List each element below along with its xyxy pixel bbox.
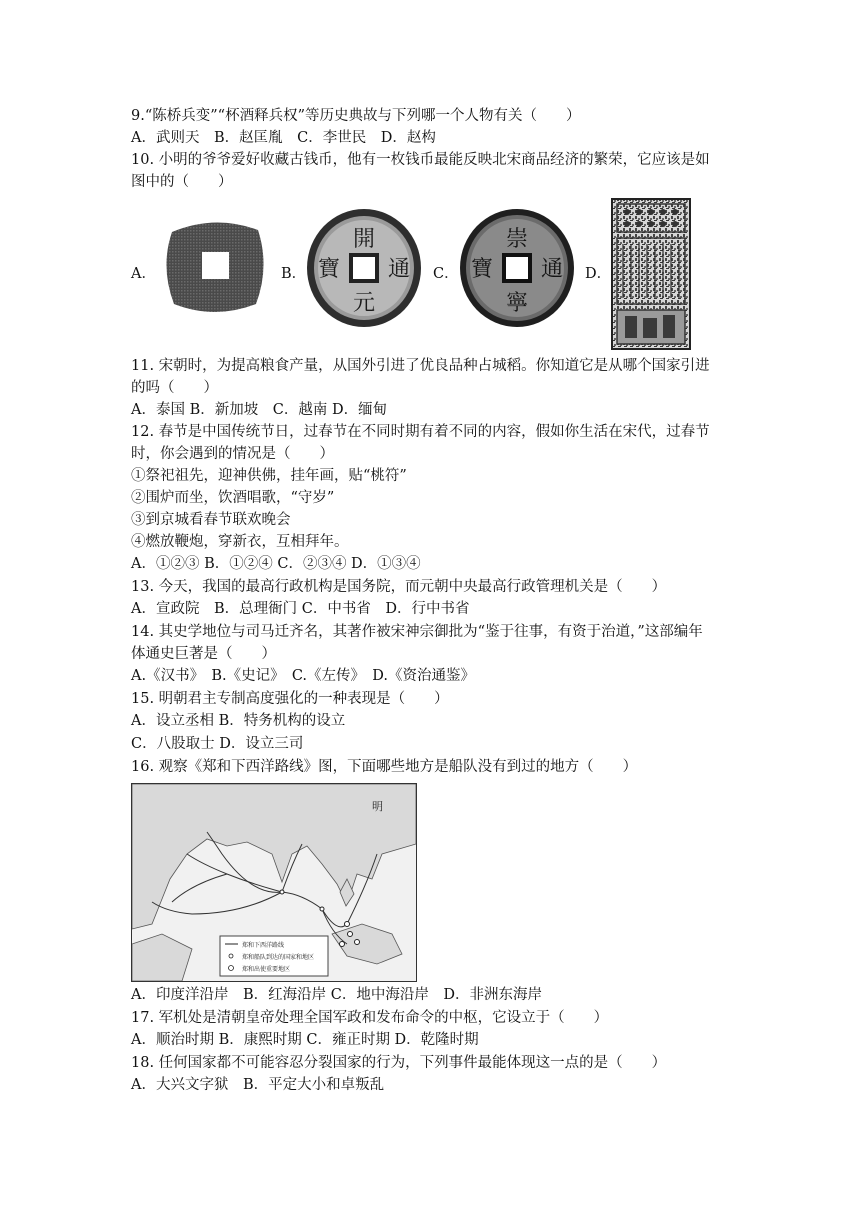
q12-item-1: ①祭祀祖先，迎神供佛，挂年画，贴“桃符” <box>131 468 407 484</box>
q10-option-d-label: D． <box>585 266 612 282</box>
q14-options: A.《汉书》 B.《史记》 C.《左传》 D.《资治通鉴》 <box>131 668 475 684</box>
coin-b-char-right: 通 <box>387 257 411 282</box>
coin-c-char-bottom: 寧 <box>505 291 529 316</box>
zhenghe-voyage-map <box>131 783 417 982</box>
q10-stem: 10. 小明的爷爷爱好收藏古钱币，他有一枚钱币最能反映北宋商品经济的繁荣，它应该是如 <box>131 152 710 168</box>
q10-option-b-label: B． <box>281 266 307 282</box>
q14-stem-cont: 体通史巨著是（ ） <box>131 646 276 662</box>
q12-item-2: ②围炉而坐，饮酒唱歌，“守岁” <box>131 490 335 506</box>
q12-item-4: ④燃放鞭炮，穿新衣，互相拜年。 <box>131 534 349 550</box>
coin-c-char-right: 通 <box>540 257 564 282</box>
q18-stem: 18. 任何国家都不可能容忍分裂国家的行为，下列事件最能体现这一点的是（ ） <box>131 1055 667 1071</box>
q16-options: A．印度洋沿岸 B．红海沿岸 C．地中海沿岸 D．非洲东海岸 <box>131 987 542 1003</box>
q9-stem: 9.“陈桥兵变”“杯酒释兵权”等历史典故与下列哪一个人物有关（ ） <box>131 108 581 124</box>
q14-stem: 14. 其史学地位与司马迁齐名，其著作被宋神宗御批为“鉴于往事，有资于治道，”这部编年 <box>131 624 703 640</box>
coin-a-image <box>160 212 270 320</box>
q12-item-3: ③到京城看春节联欢晚会 <box>131 512 291 528</box>
q12-stem-cont: 时，你会遇到的情况是（ ） <box>131 446 334 462</box>
coin-c-char-left: 寶 <box>470 257 494 282</box>
map-label-ming: 明 <box>372 800 383 813</box>
coin-b-char-bottom: 元 <box>352 291 376 316</box>
q12-options: A．①②③ B．①②④ C．②③④ D．①③④ <box>131 556 421 572</box>
coin-b-image <box>305 208 423 328</box>
q13-options: A．宣政院 B．总理衙门 C．中书省 D．行中书省 <box>131 601 470 617</box>
q15-options-ab: A．设立丞相 B．特务机构的设立 <box>131 713 346 729</box>
q11-options: A．泰国 B．新加坡 C．越南 D．缅甸 <box>131 402 388 418</box>
q11-stem: 11. 宋朝时，为提高粮食产量，从国外引进了优良品种占城稻。你知道它是从哪个国家引进 <box>131 358 710 374</box>
jiaozi-banknote-image <box>611 198 691 350</box>
coin-b-char-top: 開 <box>352 227 376 252</box>
q10-stem-cont: 图中的（ ） <box>131 174 233 190</box>
map-legend-route: 郑和下西洋路线 <box>242 942 285 949</box>
map-legend-key-places: 郑和出使重要地区 <box>242 966 291 973</box>
q9-options: A．武则天 B．赵匡胤 C．李世民 D．赵构 <box>131 130 436 146</box>
q12-stem: 12. 春节是中国传统节日，过春节在不同时期有着不同的内容，假如你生活在宋代，过春节 <box>131 424 710 440</box>
q11-stem-cont: 的吗（ ） <box>131 380 218 396</box>
q15-options-cd: C．八股取士 D．设立三司 <box>131 736 304 752</box>
q10-option-c-label: C． <box>433 266 459 282</box>
coin-b-char-left: 寶 <box>317 257 341 282</box>
q15-stem: 15. 明朝君主专制高度强化的一种表现是（ ） <box>131 691 449 707</box>
q17-stem: 17. 军机处是清朝皇帝处理全国军政和发布命令的中枢，它设立于（ ） <box>131 1010 609 1026</box>
q13-stem: 13. 今天，我国的最高行政机构是国务院，而元朝中央最高行政管理机关是（ ） <box>131 579 667 595</box>
map-legend-reached: 郑和船队到达的国家和地区 <box>242 954 315 961</box>
q17-options: A．顺治时期 B．康熙时期 C．雍正时期 D．乾隆时期 <box>131 1032 479 1048</box>
map-drawing <box>132 784 416 981</box>
q18-options: A．大兴文字狱 B．平定大小和卓叛乱 <box>131 1077 385 1093</box>
q16-stem: 16. 观察《郑和下西洋路线》图，下面哪些地方是船队没有到过的地方（ ） <box>131 759 638 775</box>
q10-option-a-label: A． <box>131 266 156 282</box>
coin-c-char-top: 崇 <box>505 227 529 252</box>
coin-c-image <box>458 208 576 328</box>
